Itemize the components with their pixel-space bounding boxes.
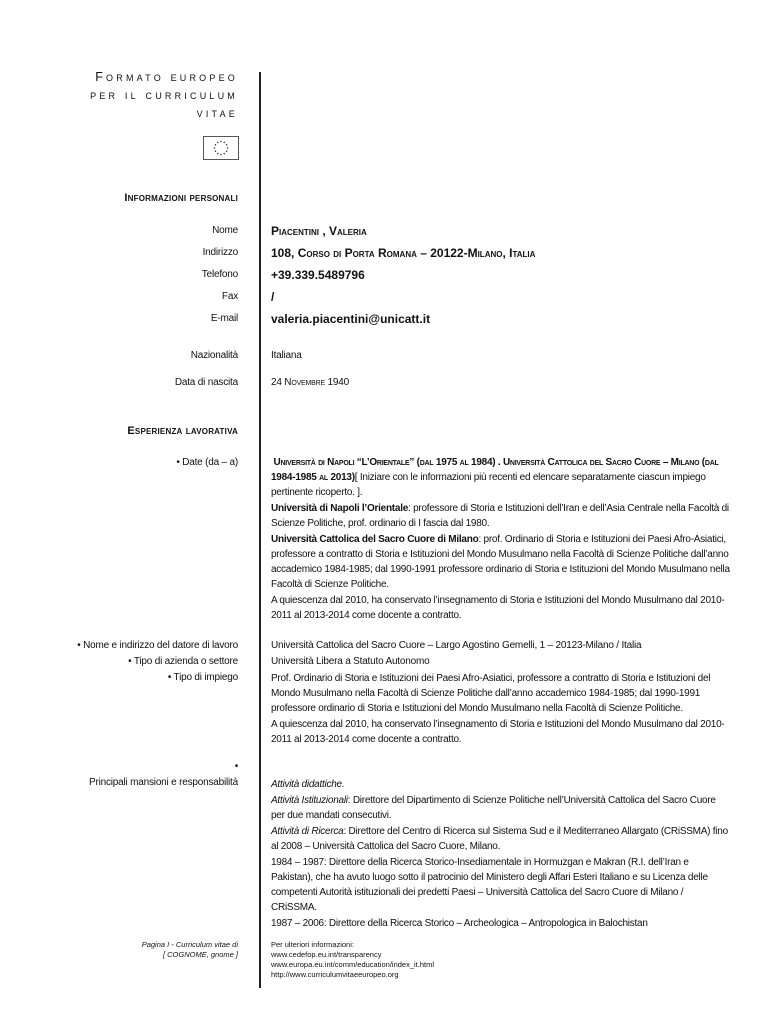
birth-date-label: Data di nascita: [174, 377, 238, 388]
company-type-label: • Tipo di azienda o settore: [128, 656, 238, 667]
quiescenza-text-2: A quiescenza dal 2010, ha conservato l’insegnamento di Storia e Istituzioni del Mondo Musulmano dal 2010-2011 al 2013-2014 come docente a contratto.: [271, 719, 725, 745]
footer-links: [271, 940, 434, 980]
napoli-heading: Università di Napoli l’Orientale: [271, 503, 409, 514]
date-label: • Date (da – a): [176, 457, 238, 468]
footer-page-info: [142, 940, 238, 960]
name-value: Piacentini , Valeria: [271, 224, 367, 238]
bullet-marker: •: [234, 761, 238, 772]
name-label: Nome: [212, 225, 238, 236]
nationality-label: Nazionalità: [190, 350, 238, 361]
ricerca-text: : Direttore del Centro di Ricerca sul Sistema Sud e il Mediterraneo Allargato (CRiSSMA) fino al 2008 – Università Cattolica del Sacro Cuore, Milano.: [271, 826, 728, 852]
phone-value: +39.339.5489796: [271, 268, 365, 282]
footer-info-heading: Per ulteriori informazioni:: [271, 940, 354, 949]
cv-title-line-2: per il curriculum: [90, 88, 238, 102]
eu-flag-logo: [203, 136, 239, 160]
footer-link-cedefop[interactable]: www.cedefop.eu.int/transparency: [271, 950, 382, 959]
date-head-note: [ Iniziare con le informazioni più recenti ed elencare separatamente ciascun impiego pertinente ricoperto. ].: [271, 472, 706, 498]
job-type-label: • Tipo di impiego: [167, 672, 238, 683]
nationality-value: Italiana: [271, 350, 302, 361]
email-value: valeria.piacentini@unicatt.it: [271, 312, 431, 326]
cattolica-text: : prof. Ordinario di Storia e Istituzioni dei Paesi Afro-Asiatici, professore a contratto di Storia e Istituzioni del Mondo Musulmano nella Facoltà di Scienze Politiche dall’anno accademico 1984-1985; dal 1990-1991 professore ordinario di Storia e Istituzioni del Mondo Musulmano nella Facoltà di Scienze Politiche.: [271, 534, 730, 590]
job-type-block: [271, 671, 731, 748]
duties-block: [271, 777, 731, 932]
istituzionali-heading: Attività Istituzionali: [271, 795, 348, 806]
cattolica-heading: Università Cattolica del Sacro Cuore di Milano: [271, 534, 479, 545]
footer-link-cv-europeo[interactable]: http://www.curriculumvitaeeuropeo.org: [271, 970, 399, 979]
footer-page-line-2: [ COGNOME, gnome ]: [162, 950, 238, 959]
company-type-value: Università Libera a Statuto Autonomo: [271, 656, 430, 667]
address-value: 108, Corso di Porta Romana – 20122-Milano, Italia: [271, 246, 536, 260]
job-type-value: Prof. Ordinario di Storia e Istituzioni dei Paesi Afro-Asiatici, professore a contratto di Storia e Istituzioni del Mondo Musulmano nella Facoltà di Scienze Politiche dall’anno accademico 1984-1985; dal 1990-1991 professore ordinario di Storia e Istituzioni del Mondo Musulmano nella Facoltà di Scienze Politiche.: [271, 673, 711, 714]
cv-title-line-1: Formato europeo: [95, 70, 238, 84]
section-title-experience: Esperienza lavorativa: [127, 425, 238, 437]
fax-value: /: [271, 290, 275, 304]
eu-stars-icon: [213, 140, 229, 156]
phone-label: Telefono: [201, 269, 238, 280]
balochistan-text: 1987 – 2006: Direttore della Ricerca Storico – Archeologica – Antropologica in Balochistan: [271, 918, 648, 929]
duties-label: Principali mansioni e responsabilità: [89, 777, 238, 788]
employer-value: Università Cattolica del Sacro Cuore – Largo Agostino Gemelli, 1 – 20123-Milano / Italia: [271, 640, 642, 651]
experience-dates-block: [271, 455, 731, 624]
fax-label: Fax: [221, 291, 238, 302]
employer-label: • Nome e indirizzo del datore di lavoro: [77, 640, 238, 651]
birth-date-value: 24 Novembre 1940: [271, 377, 349, 388]
istituzionali-text: : Direttore del Dipartimento di Scienze Politiche nell’Università Cattolica del Sacro Cuore per due mandati consecutivi.: [271, 795, 716, 821]
footer-link-europa[interactable]: www.europa.eu.int/comm/education/index_it.html: [271, 960, 435, 969]
footer-page-line-1: Pagina I - Curriculum vitae di: [141, 940, 238, 949]
section-title-personal: Informazioni personali: [124, 192, 238, 204]
quiescenza-text-1: A quiescenza dal 2010, ha conservato l’insegnamento di Storia e Istituzioni del Mondo Musulmano dal 2010-2011 al 2013-2014 come docente a contratto.: [271, 595, 725, 621]
date-head: Università di Napoli “L’Orientale” (dal 1975 al 1984) . Università Cattolica del Sacro Cuore – Milano (dal 1984-1985 al 2013): [271, 457, 719, 483]
email-label: E-mail: [210, 313, 238, 324]
column-divider: [259, 72, 261, 988]
ricerca-heading: Attività di Ricerca: [271, 826, 344, 837]
napoli-text: : professore di Storia e Istituzioni dell’Iran e dell’Asia Centrale nella Facoltà di Scienze Politiche, prof. ordinario di I fascia dal 1980.: [271, 503, 729, 529]
address-label: Indirizzo: [202, 247, 238, 258]
hormuz-text: 1984 – 1987: Direttore della Ricerca Storico-Insediamentale in Hormuzgan e Makran (R.I. dell’Iran e Pakistan), che ha avuto luogo sotto il patrocinio del Ministero degli Affari Esteri Italiano e su Licenza delle competenti Autorità istituzionali dei predetti Paesi – Università Cattolica del Sacro Cuore di Milano / CRiSSMA.: [271, 857, 708, 913]
cv-title-line-3: vitae: [196, 106, 238, 120]
didattiche-text: Attività didattiche.: [271, 779, 345, 790]
